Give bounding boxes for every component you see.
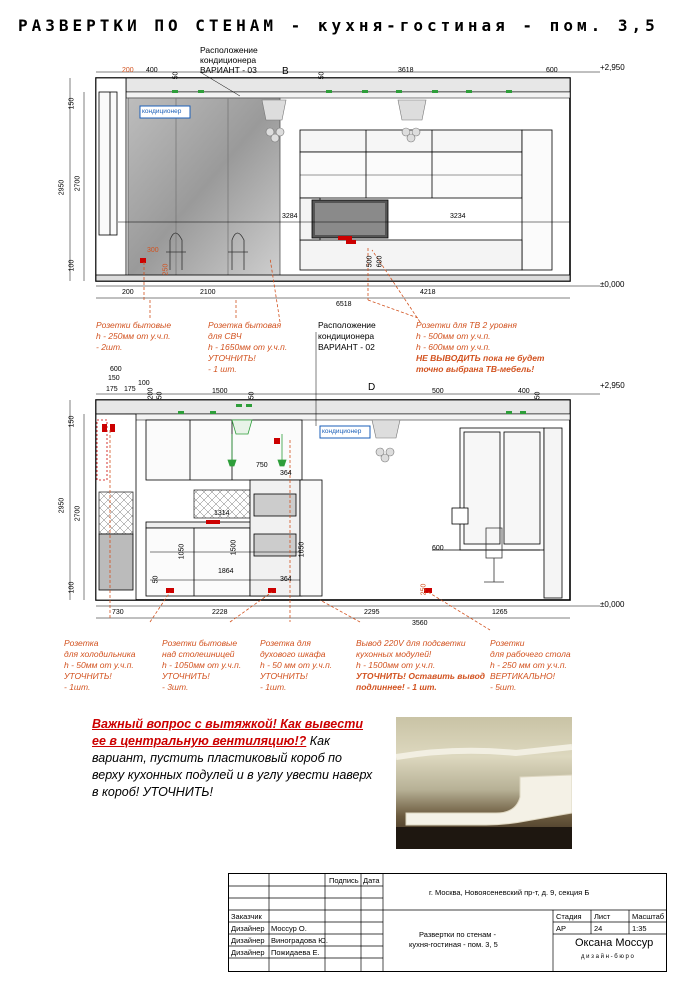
role: Дизайнер [231, 948, 265, 957]
person: Виноградова Ю. [271, 936, 328, 945]
dim: 2295 [364, 609, 380, 616]
dim: 250 [420, 583, 428, 596]
address: г. Москва, Новоясеневский пр-т, д. 9, секция Б [429, 888, 590, 897]
dim: 750 [256, 462, 268, 469]
note-outlets-top: Розетки бытовые h - 250мм от у.ч.п. - 2шт. [96, 320, 172, 352]
dim: 600 [546, 67, 558, 74]
dim: 200 [122, 289, 134, 296]
page-title: РАЗВЕРТКИ ПО СТЕНАМ - кухня-гостиная - пом. 3,5 [18, 16, 659, 35]
dim: 50 [156, 391, 164, 400]
company-name: Оксана Моссур [575, 937, 654, 949]
person: Пожидаева Е. [271, 948, 320, 957]
dim: 200 [147, 387, 155, 400]
level-top-2: +2,950 [600, 381, 625, 390]
note-microwave: Розетка бытовая для СВЧ h - 1650мм от у.ч.п. УТОЧНИТЬ! - 1 шт. [208, 320, 288, 374]
sheet-value: 24 [594, 924, 603, 933]
dim: 2700 [74, 505, 82, 522]
level-bottom-2: ±0,000 [600, 600, 625, 609]
dim: 50 [172, 71, 180, 80]
dim: 1500 [230, 539, 238, 556]
ac-box-bottom: кондиционер [322, 428, 362, 435]
header-scale: Масштаб [632, 912, 665, 921]
doc-title-2: кухня-гостиная - пом. 3, 5 [409, 940, 498, 949]
dim: 200 [122, 67, 134, 74]
dim: 2100 [200, 289, 216, 296]
header-sign: Подпись [329, 876, 359, 885]
dim: 1864 [218, 568, 234, 575]
dim: 1265 [492, 609, 508, 616]
ac-box-top: кондиционер [142, 108, 182, 115]
stage-value: АР [556, 924, 567, 933]
dim: 150 [68, 415, 76, 428]
dim: 175 [106, 386, 118, 393]
dim: 2950 [58, 497, 66, 514]
dim: 300 [147, 247, 159, 254]
note-lighting: Вывод 220V для подсветки кухонных модулей! h - 1500мм от у.ч.п. УТОЧНИТЬ! Оставить вывод подлиннее! - 1 шт. [356, 638, 486, 692]
dim: 364 [280, 470, 292, 477]
note-desk: Розетки для рабочего стола h - 250 мм от у.ч.п. ВЕРТИКАЛЬНО! - 5шт. [490, 638, 571, 692]
dim: 3284 [282, 213, 298, 220]
hood-question: Важный вопрос с вытяжкой! Как вывести ее в центральную вентиляцию!? Как вариант, пустить пластиковый короб по верху кухонных подулей и в углу увести наверх в короб! УТОЧНИТЬ! [92, 717, 373, 799]
header-date: Дата [363, 876, 380, 885]
label-b: B [282, 66, 289, 77]
label-d: D [368, 382, 376, 393]
elevation-d [70, 250, 600, 630]
dim: 150 [108, 375, 120, 382]
dim: 6518 [336, 301, 352, 308]
title-block [228, 873, 667, 972]
note-fridge: Розетка для холодильника h - 50мм от у.ч.п. УТОЧНИТЬ! - 1шт. [64, 638, 136, 692]
dim: 600 [432, 545, 444, 552]
dim: 100 [68, 259, 76, 272]
note-tv: Розетки для ТВ 2 уровня h - 500мм от у.ч.п. h - 600мм от у.ч.п. НЕ ВЫВОДИТЬ пока не будет точно выбрана ТВ-мебель! [416, 320, 545, 374]
note-countertop: Розетки бытовые над столешницей h - 1050мм от у.ч.п. УТОЧНИТЬ! - 3шт. [162, 638, 242, 692]
dim: 3234 [450, 213, 466, 220]
dim: 2950 [58, 179, 66, 196]
role: Дизайнер [231, 924, 265, 933]
dim: 175 [124, 386, 136, 393]
dim: 2228 [212, 609, 228, 616]
note-ac-variant: Расположение кондиционера ВАРИАНТ - 02 [318, 320, 376, 352]
dim: 1650 [298, 541, 306, 558]
interior-photo [396, 717, 572, 849]
dim: 730 [112, 609, 124, 616]
role: Заказчик [231, 912, 262, 921]
note-oven: Розетка для духового шкафа h - 50 мм от у.ч.п. УТОЧНИТЬ! - 1шт. [260, 638, 333, 692]
scale-value: 1:35 [632, 924, 647, 933]
dim: 500 [366, 255, 374, 268]
dim: 50 [152, 575, 160, 584]
header-sheet: Лист [594, 912, 611, 921]
dim: 1314 [214, 510, 230, 517]
person: Моссур О. [271, 924, 307, 933]
dim: 1050 [178, 543, 186, 560]
dim: 150 [68, 97, 76, 110]
dim: 364 [280, 576, 292, 583]
dim: 2700 [74, 175, 82, 192]
level-top-1: +2,950 [600, 63, 625, 72]
dim: 50 [318, 71, 326, 80]
dim: 400 [518, 388, 530, 395]
ac-note-top: Расположение кондиционера ВАРИАНТ - 03 [200, 45, 258, 75]
dim: 4218 [420, 289, 436, 296]
dim: 100 [68, 581, 76, 594]
dim: 600 [376, 255, 384, 268]
dim: 50 [248, 391, 256, 400]
dim: 100 [138, 380, 150, 387]
doc-title-1: Развертки по стенам - [419, 930, 496, 939]
dim: 600 [110, 366, 122, 373]
dim: 3560 [412, 620, 428, 627]
company-subtitle: д и з а й н - б ю р о [581, 954, 634, 960]
header-stage: Стадия [556, 912, 582, 921]
level-bottom-1: ±0,000 [600, 280, 625, 289]
dim: 500 [432, 388, 444, 395]
dim: 1500 [212, 388, 228, 395]
dim: 3618 [398, 67, 414, 74]
dim: 400 [146, 67, 158, 74]
dim: 50 [534, 391, 542, 400]
dim: 250 [162, 263, 170, 276]
role: Дизайнер [231, 936, 265, 945]
